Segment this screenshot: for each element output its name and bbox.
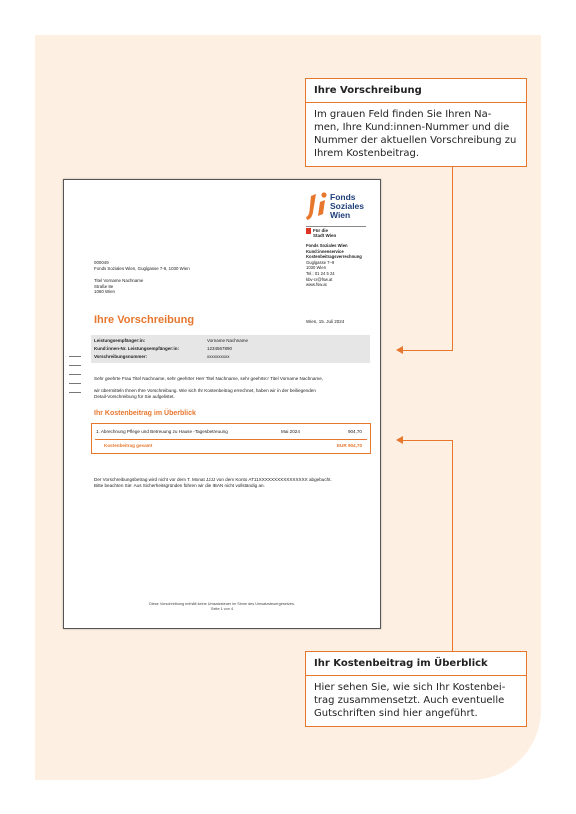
fsw-logo-icon (306, 192, 328, 222)
fold-mark (69, 365, 81, 366)
recipient-line: Straße 8e (94, 283, 114, 289)
callout-title: Ihr Kostenbeitrag im Überblick (306, 652, 526, 676)
sender-text: 000049 (94, 260, 109, 265)
info-label: Kund:innen-Nr. Leistungsempfänger:in: (94, 346, 179, 351)
callout-line: Gutschriften sind hier angeführt. (314, 708, 478, 719)
recipient-address (94, 278, 143, 295)
debit-line: Der Vorschreibungsbetrag wird nicht vor dem T. Monat JJJJ von dem Konto AT11XXXXXXXXXXXXXXXX abgebucht. (94, 477, 332, 482)
org-address-line: Kostenbeitragsverrechnung (306, 254, 362, 260)
overview-total-amount: EUR 904,70 (336, 443, 362, 448)
org-address-line: Kund:innenservice (306, 248, 344, 254)
intro-line: Detail-Vorschreibung für Sie aufgelistet. (94, 394, 175, 399)
connector-line-bottom-vertical (452, 440, 453, 651)
org-address (306, 243, 362, 288)
org-address-line: Tel.: 01 24 5 24 (306, 270, 335, 276)
callout-ihre-vorschreibung (305, 78, 527, 167)
callout-line: Ihrem Kostenbeitrag. (314, 148, 420, 159)
info-value: 1234567890 (207, 346, 233, 351)
org-address-line: Fonds Soziales Wien (306, 243, 348, 248)
debit-line: Bitte beachten Sie: Aus Sicherheitsgründen führen wir die IBAN nicht vollständig an. (94, 483, 265, 488)
overview-item-desc: 1. Abrechnung Pflege und Betreuung zu Hause -Tagesbetreuung (96, 429, 228, 434)
city-line: Für die (313, 228, 329, 233)
org-address-line: 1030 Wien (306, 265, 327, 271)
info-label: Vorschreibungsnummer: (94, 354, 148, 359)
callout-title: Ihre Vorschreibung (306, 79, 526, 103)
debit-notice (94, 477, 374, 489)
footer-line: Seite 1 von 4 (210, 607, 234, 611)
fold-mark (69, 374, 81, 375)
logo-divider (306, 226, 366, 227)
org-address-line: www.fsw.at (306, 282, 327, 288)
city-line: Stadt Wien (313, 233, 337, 238)
intro-line: wir übermitteln Ihnen Ihre Vorschreibung. Wie sich Ihr Kostenbeitrag errechnet, haben wir in der beiliegenden (94, 388, 316, 393)
arrow-icon (396, 346, 403, 354)
overview-item-amount: 904,70 (347, 429, 362, 434)
document-page (63, 179, 381, 629)
connector-line-top-vertical (452, 156, 453, 350)
overview-box (91, 423, 371, 454)
callout-body (306, 676, 526, 726)
footer-line: Diese Vorschreibung enthält keine Umsatzsteuer im Sinne des Umsatzsteuergesetzes. (149, 602, 295, 606)
overview-total-label: Kostenbeitrag gesamt (104, 443, 153, 448)
connector-line-bottom-horizontal (402, 440, 453, 441)
overview-divider (95, 439, 367, 440)
logo-line: Soziales (330, 201, 365, 211)
recipient-line: Titel Vorname Nachname (94, 278, 144, 283)
info-label: Leistungsempfänger:in: (94, 338, 146, 343)
sender-text: Fonds Soziales Wien, Guglgasse 7-9, 1030 Wien (94, 265, 190, 271)
overview-item-month: Mai 2024 (281, 429, 300, 434)
intro-text (94, 388, 374, 400)
fold-mark (69, 383, 81, 384)
callout-line: Nummer der aktuellen Vorschreibung zu (314, 135, 517, 146)
callout-kostenbeitrag (305, 651, 527, 727)
arrow-icon (396, 436, 403, 444)
info-value: Vorname Nachname (207, 338, 249, 343)
vienna-flag-icon (306, 228, 311, 234)
callout-line: Hier sehen Sie, wie sich Ihr Kostenbei- (314, 682, 506, 693)
document-footer (64, 602, 380, 612)
fold-mark (69, 356, 81, 357)
logo-line: Wien (330, 210, 351, 220)
recipient-line: 1060 Wien (94, 289, 115, 295)
sender-line (94, 260, 190, 271)
city-mark (306, 228, 336, 238)
fold-marks (69, 356, 81, 401)
greeting: Sehr geehrte Frau Titel Nachname, sehr geehrter Herr Titel Nachname, sehr geehrte:r Titel Vorname Nachname, (94, 376, 324, 381)
callout-line: trag zusammensetzt. Auch eventuelle (314, 695, 505, 706)
logo-text (330, 193, 364, 220)
org-address-line: kbv-cr@fsw.at (306, 276, 333, 282)
document-title: Ihre Vorschreibung (94, 314, 195, 326)
logo-line: Fonds (330, 192, 356, 202)
org-address-line: Guglgasse 7–9 (306, 259, 335, 265)
connector-line-top-horizontal (402, 350, 453, 351)
overview-title: Ihr Kostenbeitrag im Überblick (94, 410, 196, 417)
callout-line: men, Ihre Kund:innen-Nummer und die (314, 122, 510, 133)
document-date: Wien, 15. Juli 2024 (306, 319, 345, 324)
fold-mark (69, 392, 81, 393)
callout-line: Im grauen Feld finden Sie Ihren Na- (314, 109, 492, 120)
callout-body (306, 103, 526, 166)
info-value: xxxxxxxxxx (207, 354, 230, 359)
